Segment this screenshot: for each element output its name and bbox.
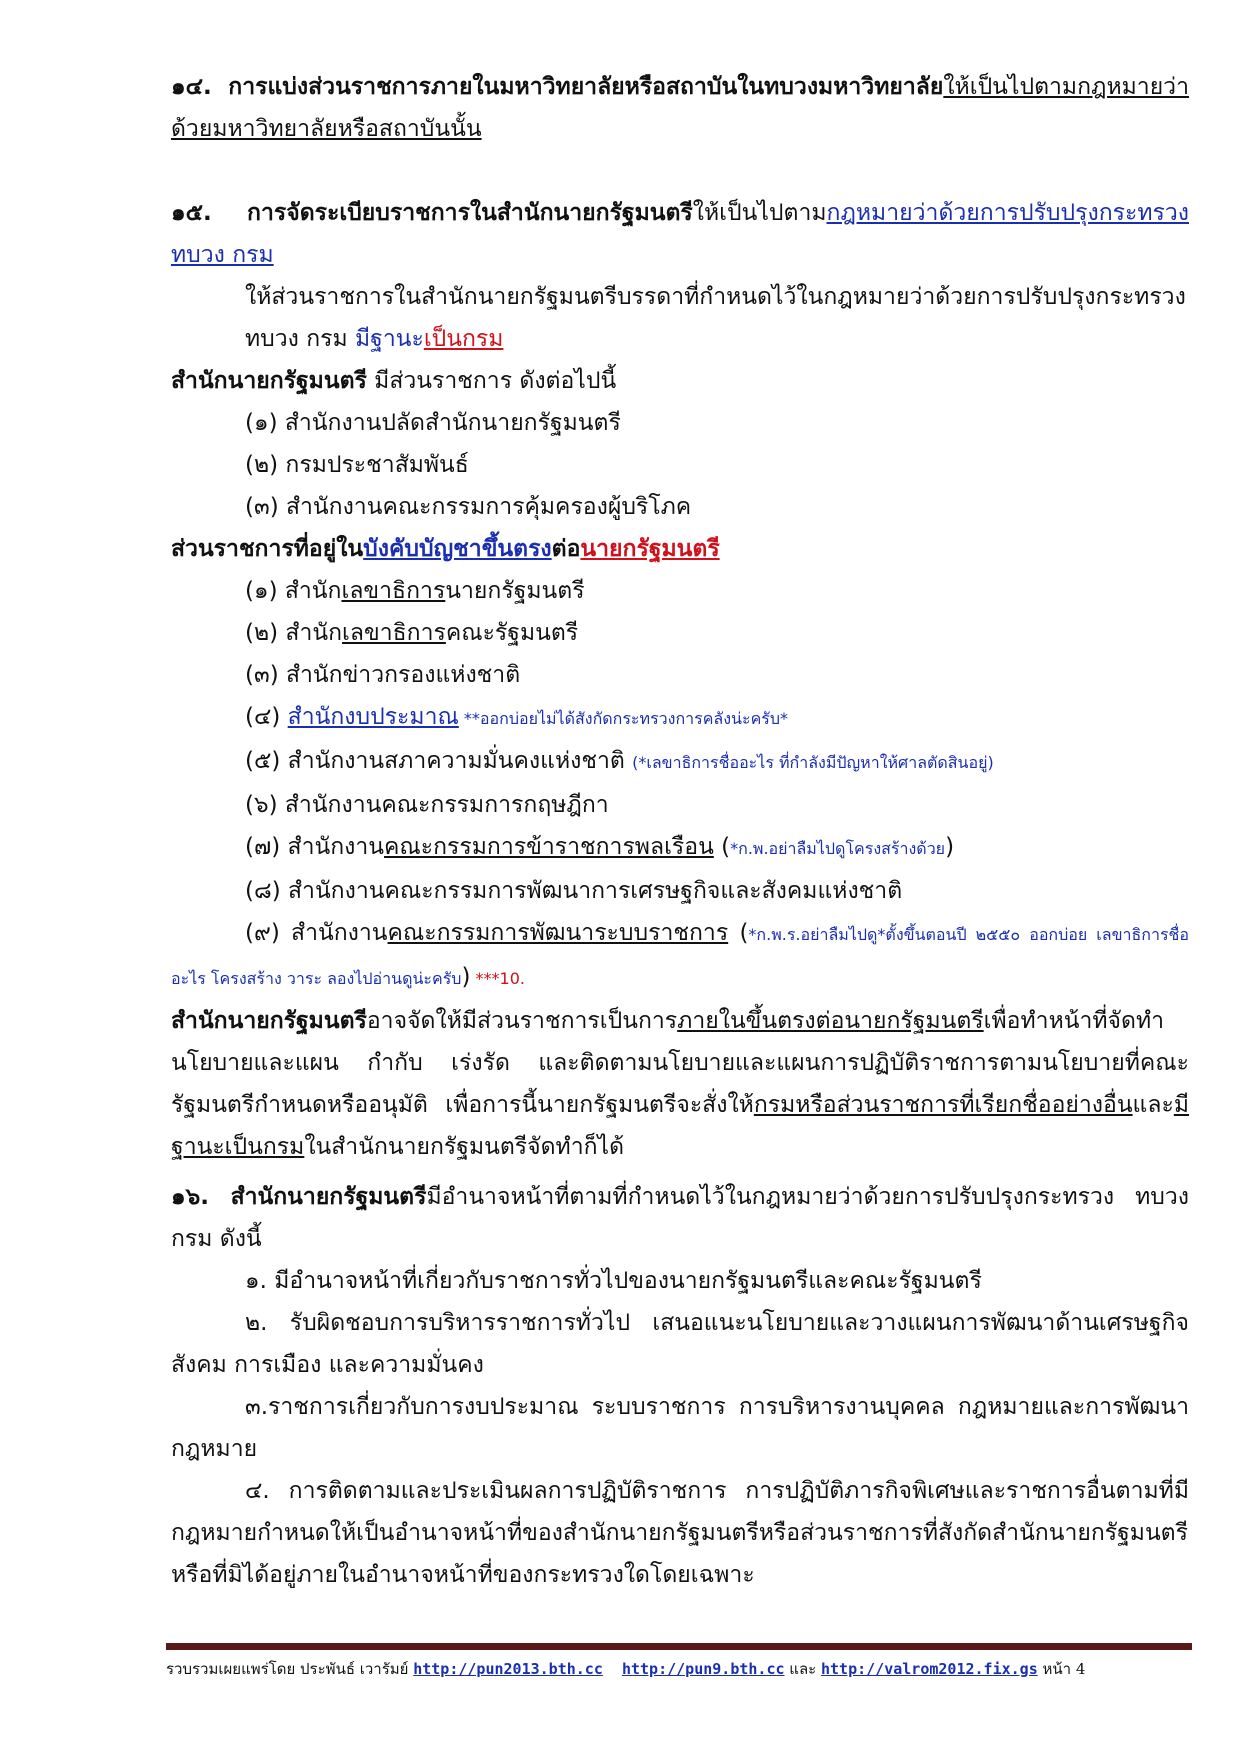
page-number: หน้า 4 bbox=[1042, 1660, 1086, 1678]
footer-link-2[interactable]: http://pun9.bth.cc bbox=[621, 1660, 785, 1678]
section-16 bbox=[171, 1176, 1189, 1260]
direct-item-8: (๘) สำนักงานคณะกรรมการพัฒนาการเศรษฐกิจและสังคมแห่งชาติ bbox=[245, 878, 903, 904]
para2-text: ให้ส่วนราชการในสำนักนายกรัฐมนตรีบรรดาที่กำหนดไว้ในกฎหมายว่าด้วยการปรับปรุงกระทรวง ทบวง กรม bbox=[245, 284, 1186, 352]
direct-item-2: (๒) สำนักเลขาธิการคณะรัฐมนตรี bbox=[245, 620, 579, 646]
duty-item: ๒. รับผิดชอบการบริหารราชการทั่วไป เสนอแนะนโยบายและวางแผนการพัฒนาด้านเศรษฐกิจ สังคม การเมือง และความมั่นคง bbox=[171, 1310, 1189, 1378]
direct-item-5: (๕) สำนักงานสภาความมั่นคงแห่งชาติ (*เลขาธิการชื่ออะไร ที่กำลังมีปัญหาให้ศาลตัดสินอยู่) bbox=[245, 748, 994, 774]
direct-heading-red: นายกรัฐมนตรี bbox=[580, 536, 720, 562]
direct-item-4: (๔) สำนักงบประมาณ **ออกบ่อยไม่ได้สังกัดกระทรวงการคลังน่ะครับ* bbox=[245, 704, 789, 730]
section-16-rest: มีอำนาจหน้าที่ตามที่กำหนดไว้ในกฎหมายว่าด้วยการปรับปรุงกระทรวง ทบวง กรม ดังนี้ bbox=[171, 1184, 1189, 1252]
direct-item-7: (๗) สำนักงานคณะกรรมการข้าราชการพลเรือน (*ก.พ.อย่าลืมไปดูโครงสร้างด้วย) bbox=[245, 834, 955, 860]
duty-item: ๓.ราชการเกี่ยวกับการงบประมาณ ระบบราชการ การบริหารงานบุคคล กฎหมายและการพัฒนากฎหมาย bbox=[171, 1394, 1189, 1462]
section-15-para2 bbox=[171, 276, 1189, 360]
direct-item-3: (๓) สำนักข่าวกรองแห่งชาติ bbox=[245, 662, 521, 688]
units-heading-rest: มีส่วนราชการ ดังต่อไปนี้ bbox=[366, 368, 617, 394]
section-15-para3: สำนักนายกรัฐมนตรีอาจจัดให้มีส่วนราชการเป็นการภายในขึ้นตรงต่อนายกรัฐมนตรีเพื่อทำหน้าที่จัดทำนโยบายและแผน กำกับ เร่งรัด และติดตามนโยบายและแผนการปฏิบัติราชการตามนโยบายที่คณะรัฐมนตรีกำหนดหรืออนุมัติ เพื่อการนี้นายกรัฐมนตรีจะสั่งให้กรมหรือส่วนราชการที่เรียกชื่ออย่างอื่นและมีฐานะเป็นกรมในสำนักนายกรัฐมนตรีจัดทำก็ได้ bbox=[171, 1008, 1189, 1160]
law-link[interactable]: กฎหมายว่าด้วยการปรับปรุงกระทรวง ทบวง กรม bbox=[171, 200, 1189, 268]
units-heading-bold: สำนักนายกรัฐมนตรี bbox=[171, 368, 367, 394]
unit-item: (๑) สำนักงานปลัดสำนักนายกรัฐมนตรี bbox=[245, 410, 621, 436]
para2-blue: มีฐานะ bbox=[354, 326, 424, 352]
direct-item-9: (๙) สำนักงานคณะกรรมการพัฒนาระบบราชการ (*ก.พ.ร.อย่าลืมไปดู*ตั้งขึ้นตอนปี ๒๕๕๐ ออกบ่อย เลขาธิการชื่ออะไร โครงสร้าง วาระ ลองไปอ่านดูน่ะครับ) ***10. bbox=[171, 920, 1190, 990]
note: (*เลขาธิการชื่ออะไร ที่กำลังมีปัญหาให้ศาลตัดสินอยู่) bbox=[632, 753, 994, 772]
direct-heading-b: ต่อ bbox=[551, 536, 581, 562]
unit-item: (๓) สำนักงานคณะกรรมการคุ้มครองผู้บริโภค bbox=[245, 494, 692, 520]
section-14-lead: ๑๔. การแบ่งส่วนราชการภายในมหาวิทยาลัยหรือสถาบันในทบวงมหาวิทยาลัย bbox=[171, 74, 944, 100]
para2-red: เป็นกรม bbox=[423, 326, 504, 352]
section-15-lead: ๑๕. การจัดระเบียบราชการในสำนักนายกรัฐมนตรี bbox=[171, 200, 693, 226]
section-15-mid: ให้เป็นไปตาม bbox=[692, 200, 827, 226]
unit-item: (๒) กรมประชาสัมพันธ์ bbox=[245, 452, 469, 478]
footer-divider bbox=[166, 1643, 1192, 1650]
footer-and: และ bbox=[789, 1660, 821, 1678]
section-16-lead: ๑๖. สำนักนายกรัฐมนตรี bbox=[171, 1184, 427, 1210]
footer-link-1[interactable]: http://pun2013.bth.cc bbox=[413, 1660, 603, 1678]
note: *ก.พ.ร.อย่าลืมไปดู*ตั้งขึ้นตอนปี ๒๕๕๐ ออกบ่อย เลขาธิการชื่ออะไร โครงสร้าง วาระ ลองไปอ่านดูน่ะครับ bbox=[171, 925, 1190, 988]
note: **ออกบ่อยไม่ได้สังกัดกระทรวงการคลังน่ะครับ* bbox=[458, 709, 789, 728]
footer-link-3[interactable]: http://valrom2012.fix.gs bbox=[820, 1660, 1038, 1678]
direct-heading bbox=[171, 528, 1189, 570]
section-14 bbox=[171, 66, 1189, 150]
page-footer bbox=[166, 1657, 1192, 1681]
units-heading bbox=[171, 360, 1189, 402]
section-15 bbox=[171, 192, 1189, 276]
section-14-underlined: ให้เป็นไปตามกฎหมายว่าด้วยมหาวิทยาลัยหรือสถาบันนั้น bbox=[171, 74, 1189, 142]
direct-heading-underlined: บังคับบัญชาขึ้นตรง bbox=[363, 536, 552, 562]
duty-item: ๔. การติดตามและประเมินผลการปฏิบัติราชการ การปฏิบัติภารกิจพิเศษและราชการอื่นตามที่มีกฎหมายกำหนดให้เป็นอำนาจหน้าที่ของสำนักนายกรัฐมนตรีหรือส่วนราชการที่สังกัดสำนักนายกรัฐมนตรี หรือที่มิได้อยู่ภายในอำนาจหน้าที่ของกระทรวงใดโดยเฉพาะ bbox=[171, 1478, 1189, 1588]
duty-item: ๑. มีอำนาจหน้าที่เกี่ยวกับราชการทั่วไปของนายกรัฐมนตรีและคณะรัฐมนตรี bbox=[245, 1268, 982, 1294]
red-mark: ***10. bbox=[470, 969, 525, 988]
note: *ก.พ.อย่าลืมไปดูโครงสร้างด้วย bbox=[730, 839, 946, 858]
footer-prefix: รวบรวมเผยแพร่โดย ประพันธ์ เวารัมย์ bbox=[166, 1660, 414, 1678]
budget-bureau-link[interactable]: สำนักงบประมาณ bbox=[287, 704, 459, 730]
document-body bbox=[171, 66, 1189, 1596]
direct-item-1: (๑) สำนักเลขาธิการนายกรัฐมนตรี bbox=[245, 578, 585, 604]
direct-heading-a: ส่วนราชการที่อยู่ใน bbox=[171, 536, 364, 562]
direct-item-6: (๖) สำนักงานคณะกรรมการกฤษฎีกา bbox=[245, 792, 609, 818]
